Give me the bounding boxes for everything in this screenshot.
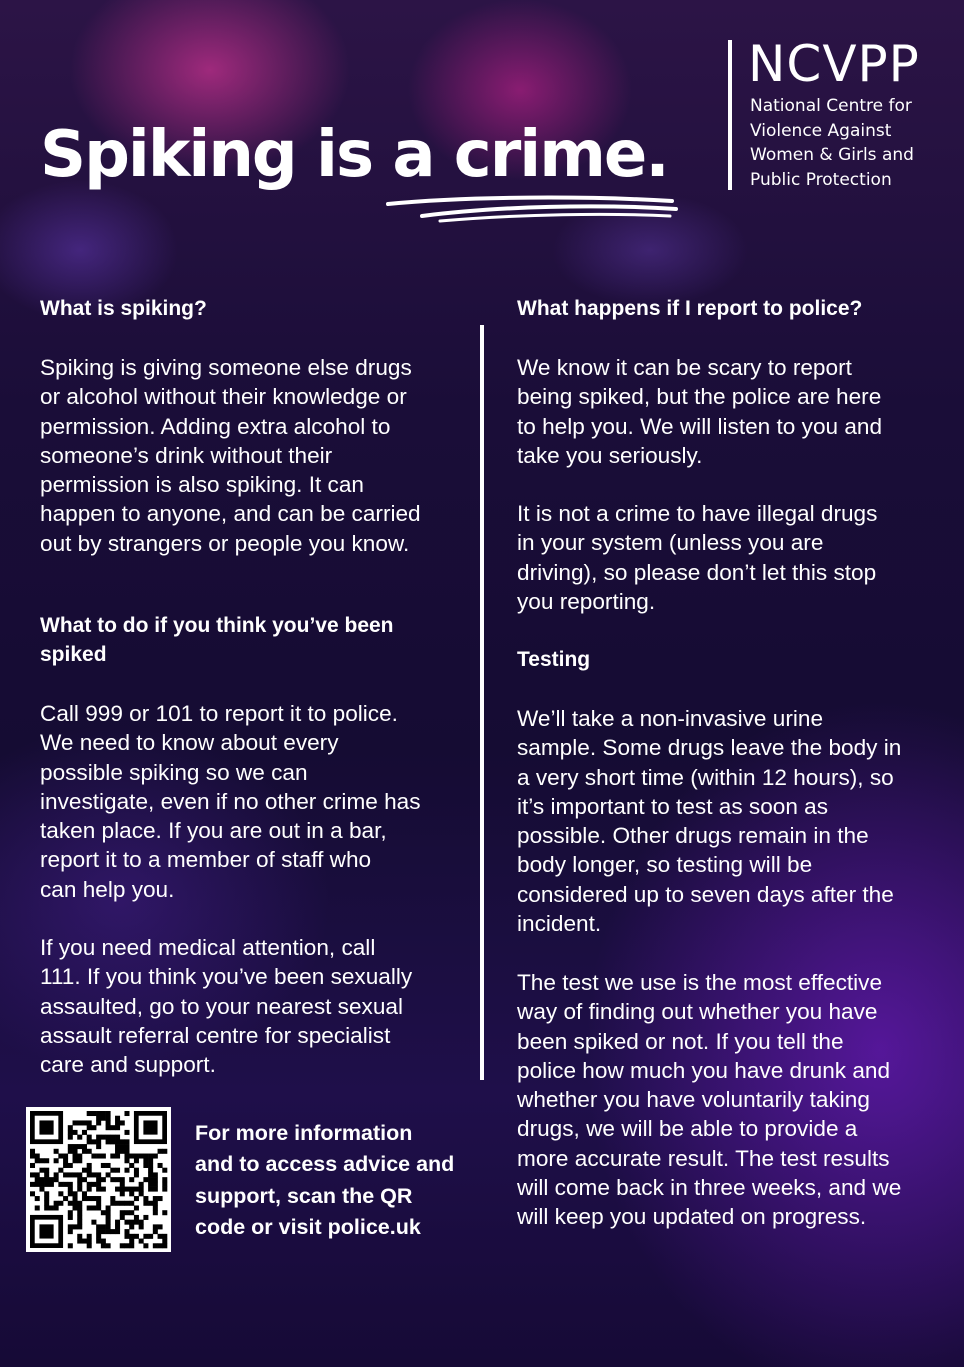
paragraph: [517, 353, 947, 470]
text-line: assaulted, go to your nearest sexual: [40, 993, 403, 1019]
text-line: assault referral centre for specialist: [40, 1022, 391, 1048]
section-testing: [517, 645, 947, 674]
text-line: more accurate result. The test results: [517, 1145, 890, 1171]
text-line: incident.: [517, 911, 602, 937]
text-line: way of finding out whether you have: [517, 999, 878, 1025]
section-what-is-spiking: [40, 294, 470, 323]
text-line: body longer, so testing will be: [517, 852, 813, 878]
text-line: will come back in three weeks, and we: [517, 1175, 902, 1201]
logo-subtitle-line: National Centre for: [750, 96, 912, 116]
section-heading: What happens if I report to police?: [517, 297, 863, 320]
text-line: investigate, even if no other crime has: [40, 788, 421, 814]
text-line: permission is also spiking. It can: [40, 472, 364, 498]
more-info-text: [195, 1118, 485, 1243]
text-line: a very short time (within 12 hours), so: [517, 764, 894, 790]
logo-subtitle: [750, 94, 950, 192]
text-line: it’s important to test as soon as: [517, 793, 829, 819]
text-line: For more information: [195, 1121, 413, 1145]
text-line: code or visit police.uk: [195, 1214, 421, 1239]
logo-subtitle-line: Public Protection: [750, 169, 892, 190]
text-line: report it to a member of staff who: [40, 847, 372, 873]
logo-divider: [728, 40, 732, 190]
text-line: police how much you have drunk and: [517, 1057, 891, 1083]
text-line: 111. If you think you’ve been sexually: [40, 964, 413, 990]
section-heading: What is spiking?: [40, 297, 207, 320]
text-line: whether you have voluntarily taking: [517, 1087, 870, 1113]
paragraph: [40, 699, 470, 904]
section-report-to-police: [517, 294, 947, 323]
text-line: considered up to seven days after the: [517, 881, 894, 907]
qr-code-icon[interactable]: [26, 1107, 171, 1252]
text-line: taken place. If you are out in a bar,: [40, 818, 387, 844]
text-line: It is not a crime to have illegal drugs: [517, 501, 878, 526]
text-line: and to access advice and: [195, 1152, 455, 1177]
underline-swoosh: [380, 192, 680, 226]
section-what-to-do: [40, 611, 470, 670]
text-line: will keep you updated on progress.: [517, 1204, 867, 1230]
text-line: being spiked, but the police are here: [517, 384, 882, 410]
text-line: can help you.: [40, 876, 175, 902]
text-line: possible spiking so we can: [40, 759, 308, 785]
text-line: out by strangers or people you know.: [40, 530, 410, 556]
section-heading: What to do if you think you’ve been: [40, 614, 394, 637]
paragraph: [40, 933, 470, 1079]
logo-name: NCVPP: [748, 35, 920, 93]
paragraph: [517, 968, 947, 1232]
column-divider: [480, 325, 484, 1080]
text-line: possible. Other drugs remain in the: [517, 823, 869, 849]
text-line: someone’s drink without their: [40, 442, 333, 468]
text-line: We know it can be scary to report: [517, 355, 852, 380]
text-line: If you need medical attention, call: [40, 935, 376, 960]
paragraph: [517, 704, 947, 938]
section-heading: spiked: [40, 643, 107, 667]
text-line: or alcohol without their knowledge or: [40, 384, 407, 410]
text-line: happen to anyone, and can be carried: [40, 501, 421, 527]
text-line: We need to know about every: [40, 730, 339, 756]
logo-subtitle-line: Violence Against: [750, 120, 892, 141]
text-line: to help you. We will listen to you and: [517, 413, 883, 439]
text-line: driving), so please don’t let this stop: [517, 559, 877, 585]
section-heading: Testing: [517, 648, 591, 671]
text-line: Spiking is giving someone else drugs: [40, 355, 412, 380]
text-line: support, scan the QR: [195, 1183, 413, 1208]
text-line: care and support.: [40, 1052, 216, 1078]
text-line: permission. Adding extra alcohol to: [40, 413, 391, 439]
paragraph: [40, 353, 470, 558]
text-line: take you seriously.: [517, 442, 703, 468]
text-line: in your system (unless you are: [517, 530, 824, 556]
text-line: sample. Some drugs leave the body in: [517, 735, 902, 761]
text-line: drugs, we will be able to provide a: [517, 1116, 858, 1142]
logo-subtitle-line: Women & Girls and: [750, 145, 914, 165]
text-line: The test we use is the most effective: [517, 970, 883, 995]
paragraph: [517, 499, 947, 616]
page-title: Spiking is a crime.: [40, 118, 668, 192]
text-line: you reporting.: [517, 588, 656, 614]
text-line: been spiked or not. If you tell the: [517, 1028, 844, 1054]
text-line: Call 999 or 101 to report it to police.: [40, 701, 398, 726]
text-line: We’ll take a non-invasive urine: [517, 706, 824, 731]
